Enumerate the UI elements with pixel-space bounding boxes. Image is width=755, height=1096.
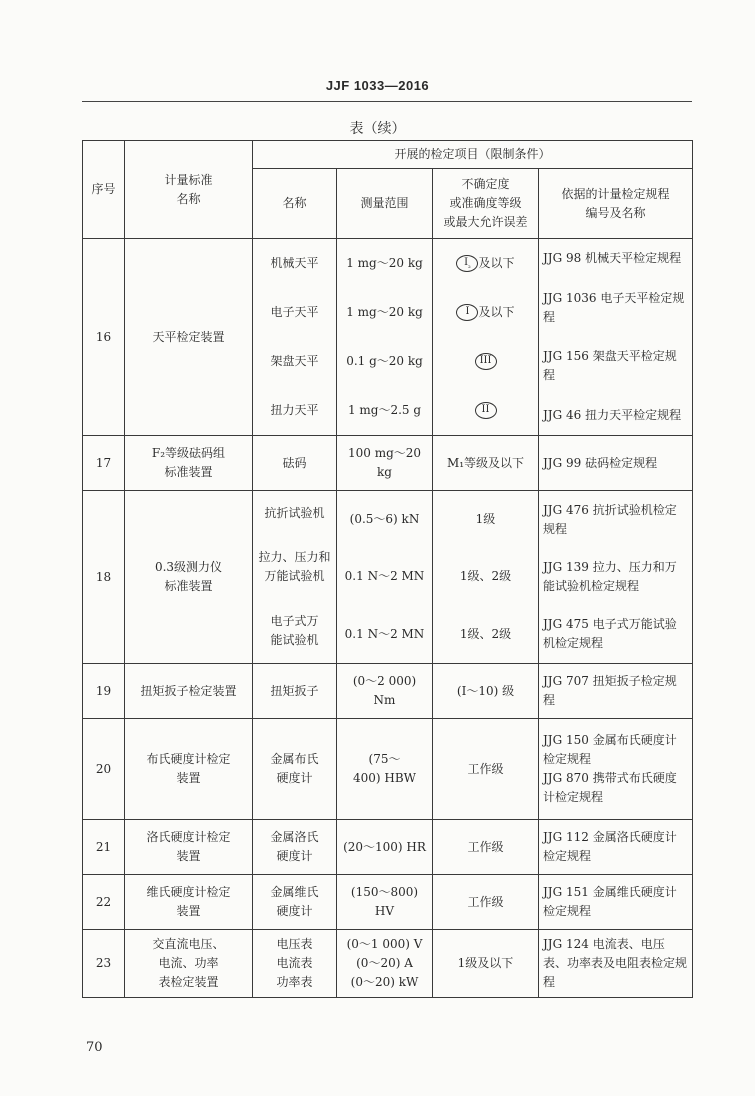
header-rule	[82, 101, 692, 102]
col-standard-header: 计量标准 名称	[125, 141, 253, 239]
row-standard: 交直流电压、 电流、功率 表检定装置	[125, 930, 253, 998]
row-seq: 18	[83, 491, 125, 664]
table-row	[83, 239, 693, 436]
row-item-grade: M₁等级及以下	[433, 436, 539, 491]
row-item-grade: 工作级	[433, 719, 539, 820]
col-name-header: 名称	[253, 169, 337, 239]
row-item-procedure: JJG 151 金属维氏硬度计检定规程	[539, 875, 693, 930]
row-item-ranges: (0.5～6) kN 0.1 N～2 MN 0.1 N～2 MN	[337, 491, 433, 664]
table-row	[83, 930, 693, 998]
row-item-procedure: JJG 707 扭矩扳子检定规程	[539, 664, 693, 719]
row-standard: 洛氏硬度计检定 装置	[125, 820, 253, 875]
page-number: 70	[86, 1040, 103, 1055]
col-uncertainty-header: 不确定度 或准确度等级 或最大允许误差	[433, 169, 539, 239]
row-seq: 16	[83, 239, 125, 436]
col-group-header: 开展的检定项目（限制条件）	[253, 141, 693, 169]
row-item-procedures: JJG 476 抗折试验机检定规程 JJG 139 拉力、压力和万能试验机检定规程 JJG 475 电子式万能试验机检定规程	[539, 491, 693, 664]
calibration-table	[82, 140, 693, 998]
row-item-name: 电压表 电流表 功率表	[253, 930, 337, 998]
table-row	[83, 664, 693, 719]
row-item-grade: 1级及以下	[433, 930, 539, 998]
document-code: JJF 1033—2016	[325, 78, 430, 93]
table-row	[83, 436, 693, 491]
row-item-grade: 工作级	[433, 875, 539, 930]
accuracy-class-symbol: II	[475, 402, 497, 419]
row-seq: 22	[83, 875, 125, 930]
row-standard: F₂等级砝码组 标准装置	[125, 436, 253, 491]
row-item-name: 砝码	[253, 436, 337, 491]
row-item-range: (0～1 000) V (0～20) A (0～20) kW	[337, 930, 433, 998]
row-item-grades: 1级 1级、2级 1级、2级	[433, 491, 539, 664]
row-item-name: 金属布氏 硬度计	[253, 719, 337, 820]
row-item-range: (75～ 400) HBW	[337, 719, 433, 820]
col-seq-header: 序号	[83, 141, 125, 239]
row-item-name: 金属维氏 硬度计	[253, 875, 337, 930]
row-item-range: (0～2 000) Nm	[337, 664, 433, 719]
table-head	[83, 141, 693, 239]
row-item-procedure: JJG 150 金属布氏硬度计检定规程 JJG 870 携带式布氏硬度计检定规程	[539, 719, 693, 820]
table-row	[83, 820, 693, 875]
table-row	[83, 875, 693, 930]
row-item-grade: (I～10) 级	[433, 664, 539, 719]
row-item-range: (20～100) HR	[337, 820, 433, 875]
table-row	[83, 719, 693, 820]
row-item-procedure: JJG 124 电流表、电压表、功率表及电阻表检定规程	[539, 930, 693, 998]
col-procedure-header: 依据的计量检定规程 编号及名称	[539, 169, 693, 239]
row-seq: 23	[83, 930, 125, 998]
row-standard: 布氏硬度计检定 装置	[125, 719, 253, 820]
row-item-grade: 工作级	[433, 820, 539, 875]
row-seq: 20	[83, 719, 125, 820]
row-seq: 19	[83, 664, 125, 719]
row-item-name: 金属洛氏 硬度计	[253, 820, 337, 875]
accuracy-class-symbol: I	[456, 304, 478, 321]
row-item-range: 100 mg～20 kg	[337, 436, 433, 491]
row-item-ranges: 1 mg～20 kg 1 mg～20 kg 0.1 g～20 kg 1 mg～2.5 g	[337, 239, 433, 436]
row-item-procedures: JJG 98 机械天平检定规程 JJG 1036 电子天平检定规程 JJG 156 架盘天平检定规程 JJG 46 扭力天平检定规程	[539, 239, 693, 436]
row-item-procedure: JJG 99 砝码检定规程	[539, 436, 693, 491]
row-standard: 天平检定装置	[125, 239, 253, 436]
table-caption: 表（续）	[349, 121, 406, 137]
accuracy-class-symbol: III	[475, 353, 497, 370]
row-item-name: 扭矩扳子	[253, 664, 337, 719]
row-item-range: (150～800) HV	[337, 875, 433, 930]
row-seq: 17	[83, 436, 125, 491]
row-standard: 0.3级测力仪 标准装置	[125, 491, 253, 664]
accuracy-class-symbol: $I_{_2}$	[456, 255, 478, 272]
row-item-names: 机械天平 电子天平 架盘天平 扭力天平	[253, 239, 337, 436]
table-row	[83, 491, 693, 664]
row-standard: 扭矩扳子检定装置	[125, 664, 253, 719]
row-item-grades: $I_{_2}$ 及以下 I 及以下 III II	[433, 239, 539, 436]
row-seq: 21	[83, 820, 125, 875]
col-range-header: 测量范围	[337, 169, 433, 239]
row-standard: 维氏硬度计检定 装置	[125, 875, 253, 930]
row-item-names: 抗折试验机 拉力、压力和 万能试验机 电子式万 能试验机	[253, 491, 337, 664]
row-item-procedure: JJG 112 金属洛氏硬度计检定规程	[539, 820, 693, 875]
